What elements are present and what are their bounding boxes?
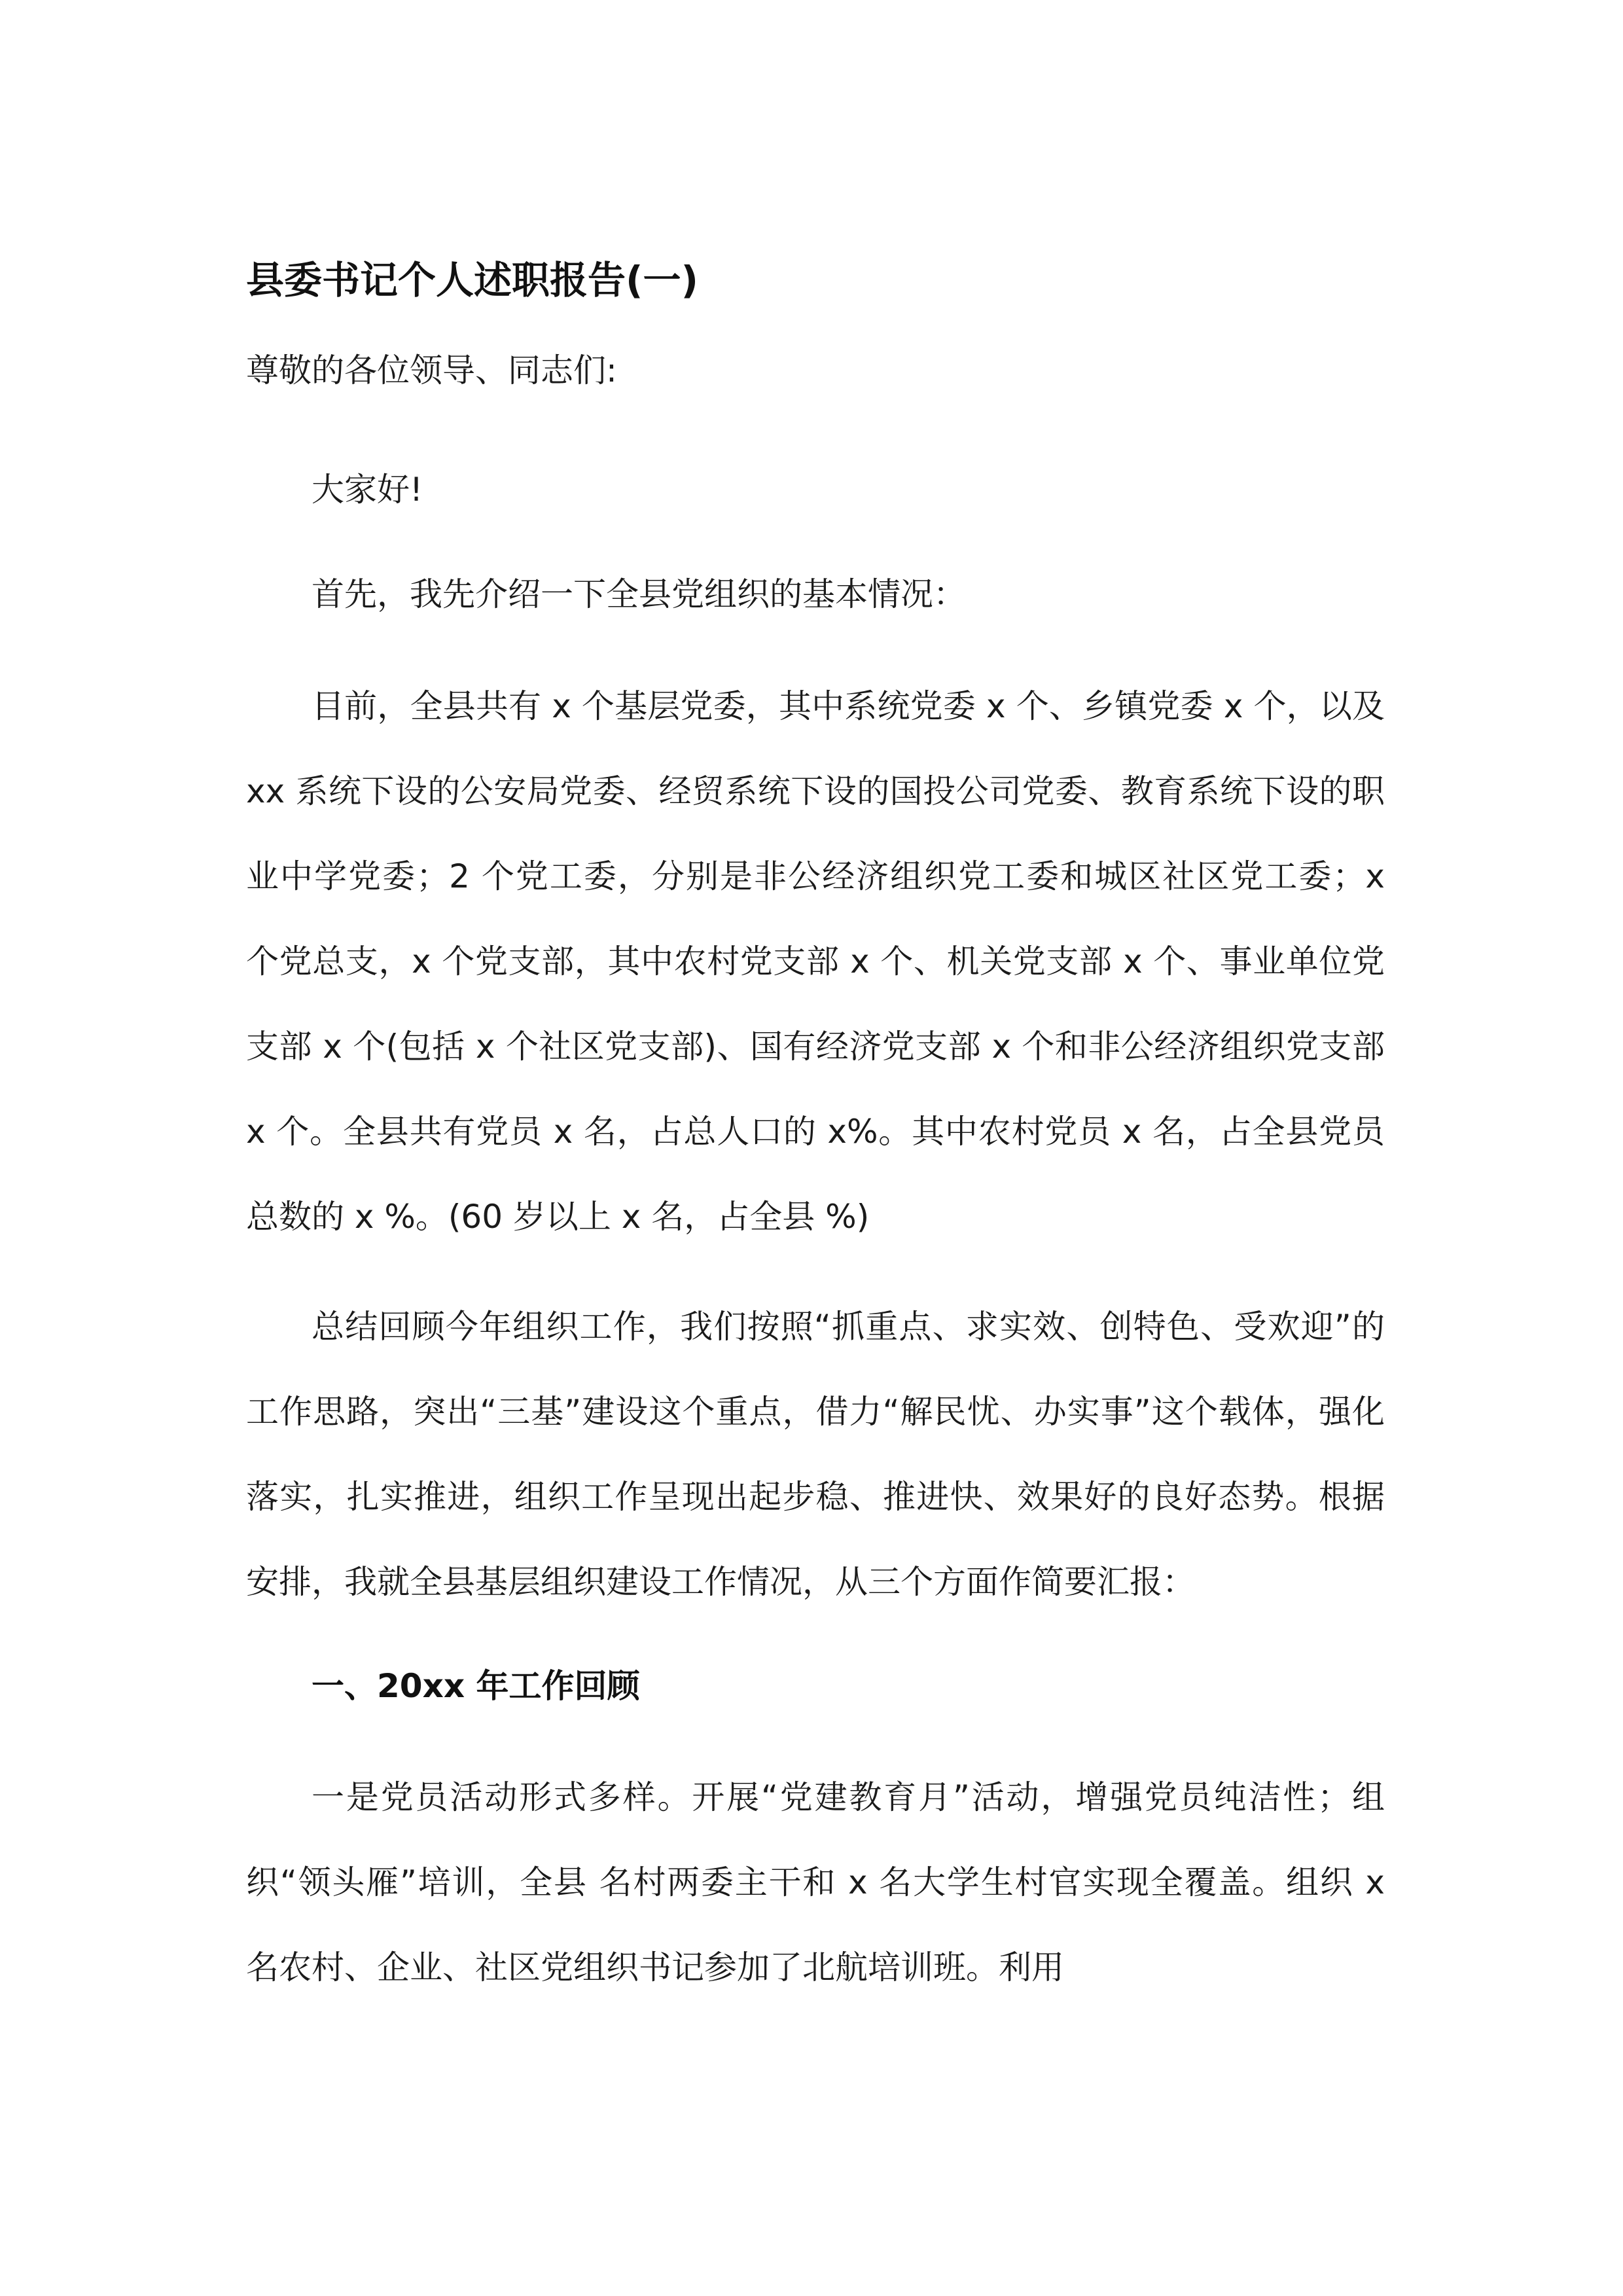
paragraph-summary: 总结回顾今年组织工作，我们按照“抓重点、求实效、创特色、受欢迎”的工作思路，突出“三基”建设这个重点，借力“解民忧、办实事”这个载体，强化落实，扎实推进，组织工作呈现出起步稳、推进快、效果好的良好态势。根据安排，我就全县基层组织建设工作情况，从三个方面作简要汇报： <box>246 1308 1385 1601</box>
section-heading: 一、20xx 年工作回顾 <box>312 1667 640 1705</box>
paragraph-current-situation: 目前，全县共有 x 个基层党委，其中系统党委 x 个、乡镇党委 x 个，以及 xx 系统下设的公安局党委、经贸系统下设的国投公司党委、教育系统下设的职业中学党委；2 个党工委，分别是非公经济组织党工委和城区社区党工委；x 个党总支，x 个党支部，其中农村党支部 x 个、机关党支部 x 个、事业单位党支部 x 个(包括 x 个社区党支部)、国有经济党支部 x 个和非公经济组织党支部 x 个。全县共有党员 x 名，占总人口的 x%。其中农村党员 x 名，占全县党员总数的 x %。(60 岁以上 x 名，占全县 %) <box>246 687 1385 1236</box>
document-title: 县委书记个人述职报告(一) <box>246 258 699 302</box>
paragraph-greeting: 大家好! <box>312 471 423 509</box>
salutation: 尊敬的各位领导、同志们: <box>246 351 617 389</box>
paragraph-first-point: 一是党员活动形式多样。开展“党建教育月”活动，增强党员纯洁性；组织“领头雁”培训，全县 名村两委主干和 x 名大学生村官实现全覆盖。组织 x 名农村、企业、社区党组织书记参加了北航培训班。利用 <box>246 1778 1385 1986</box>
paragraph-intro: 首先，我先介绍一下全县党组织的基本情况： <box>312 575 966 613</box>
